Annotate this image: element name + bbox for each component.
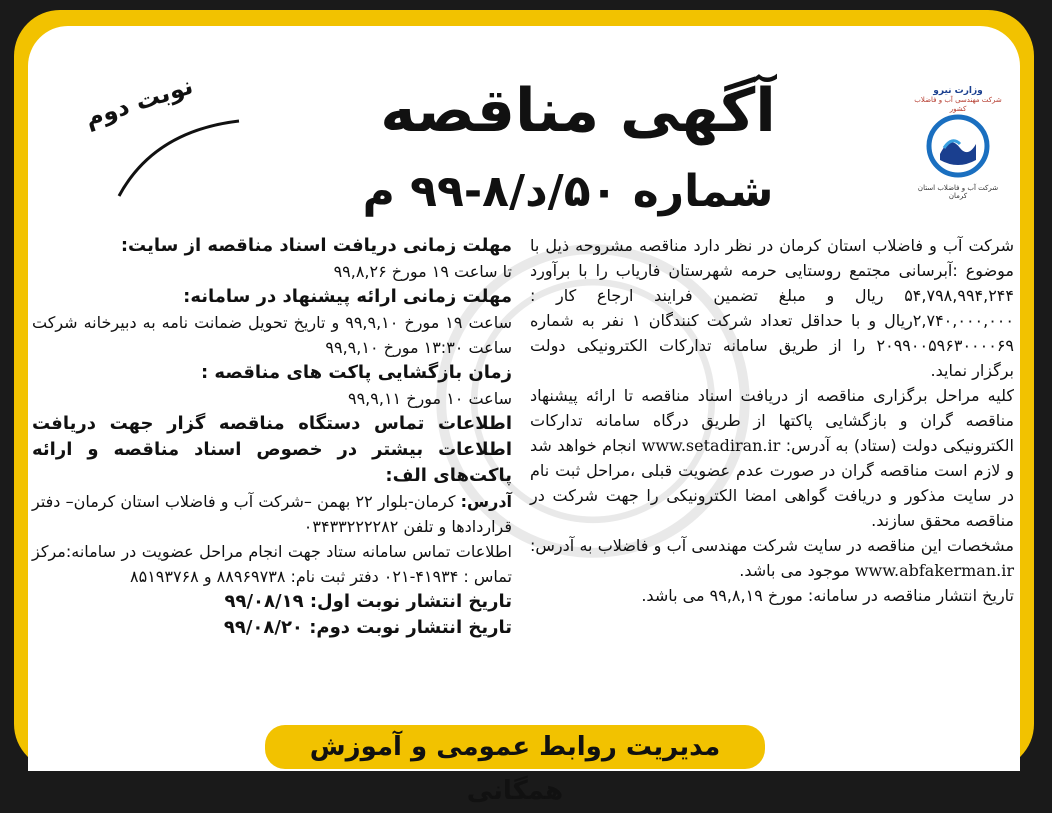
footer-banner: مدیریت روابط عمومی و آموزش همگانی	[265, 725, 765, 769]
procedure-text: کلیه مراحل برگزاری مناقصه از دریافت اسناد مناقصه تا ارائه پیشنهاد مناقصه گران و بازگشایی پاکتها از طریق درگاه سامانه تدارکات الکترونیکی دولت (ستاد) به آدرس:	[530, 386, 1014, 455]
bid-deadline-heading: مهلت زمانی ارائه پیشنهاد در سامانه:	[183, 286, 512, 307]
specs-paragraph	[530, 533, 1014, 583]
tender-number: شماره ۵۰/د/۸-۹۹ م	[362, 166, 774, 217]
address-text: کرمان-بلوار ۲۲ بهمن –شرکت آب و فاضلاب استان کرمان– دفتر قراردادها و تلفن ۰۳۴۳۳۲۲۲۲۸۲	[32, 492, 512, 536]
logo-local: شرکت آب و فاضلاب استان کرمان	[917, 184, 999, 200]
logo-ministry: وزارت نیرو	[933, 86, 983, 96]
second-publish-date: تاریخ انتشار نوبت دوم: ۹۹/۰۸/۲۰	[223, 617, 512, 638]
logo-company: شرکت مهندسی آب و فاضلاب کشور	[914, 96, 1002, 113]
opening-heading: زمان بازگشایی پاکت های مناقصه :	[200, 362, 512, 383]
left-column	[32, 233, 512, 641]
right-column	[530, 233, 1014, 608]
opening-text: ساعت ۱۰ مورخ ۹۹,۹,۱۱	[347, 389, 512, 408]
abfakerman-link[interactable]: www.abfakerman.ir	[854, 561, 1014, 580]
specs-text: مشخصات این مناقصه در سایت شرکت مهندسی آب و فاضلاب به آدرس:	[530, 536, 1014, 555]
water-drop-icon	[926, 114, 990, 178]
setadiran-link[interactable]: www.setadiran.ir	[641, 436, 781, 455]
specs-text-2: موجود می باشد.	[739, 561, 850, 580]
docs-deadline-heading: مهلت زمانی دریافت اسناد مناقصه از سایت:	[120, 235, 512, 256]
company-logo	[908, 86, 1008, 221]
publish-date-text: تاریخ انتشار مناقصه در سامانه: مورخ ۹۹,۸,۱۹ می باشد.	[641, 586, 1014, 605]
bid-deadline-text: ساعت ۱۹ مورخ ۹۹,۹,۱۰ و تاریخ تحویل ضمانت نامه به دبیرخانه شرکت ساعت ۱۳:۳۰ مورخ ۹۹,۹,۱۰	[32, 313, 512, 357]
round-label: نوبت دوم	[81, 71, 197, 133]
setad-contact-text: اطلاعات تماس سامانه ستاد جهت انجام مراحل عضویت در سامانه:مرکز تماس : ۴۱۹۳۴-۰۲۱ دفتر ثبت نام: ۸۸۹۶۹۷۳۸ و ۸۵۱۹۳۷۶۸	[32, 542, 512, 586]
notice-paper	[28, 26, 1020, 771]
address-paragraph	[32, 489, 512, 539]
swoosh-icon	[114, 111, 244, 201]
tender-description: شرکت آب و فاضلاب استان کرمان در نظر دارد مناقصه مشروحه ذیل با موضوع :آبرسانی مجتمع روستایی حرمه شهرستان فاریاب را با برآورد ۵۴,۷۹۸,۹۹۴,۲۴۴ ریال و مبلغ تضمین فرایند ارجاع کار : ۲,۷۴۰,۰۰۰,۰۰۰ریال و با حداقل تعداد شرکت کنندگان ۱ نفر به شماره ۲۰۹۹۰۰۵۹۶۳۰۰۰۰۶۹ را از طریق سامانه تدارکات الکترونیکی دولت برگزار نماید.	[530, 236, 1014, 380]
docs-deadline-text: تا ساعت ۱۹ مورخ ۹۹,۸,۲۶	[333, 262, 512, 281]
address-label: آدرس:	[460, 492, 513, 511]
first-publish-date: تاریخ انتشار نوبت اول: ۹۹/۰۸/۱۹	[224, 591, 512, 612]
procedure-paragraph	[530, 383, 1014, 533]
contact-heading: اطلاعات تماس دستگاه مناقصه گزار جهت دریافت اطلاعات بیشتر در خصوص اسناد مناقصه و ارائه پاکت‌های الف:	[32, 413, 512, 486]
procedure-text-2: انجام خواهد شد و لازم است مناقصه گران در صورت عدم عضویت قبلی ،مراحل ثبت نام در سایت مذکور و دریافت گواهی امضا الکترونیکی را جهت شرکت در مناقصه محقق سازند.	[530, 436, 1014, 530]
page-title: آگهی مناقصه	[380, 76, 776, 146]
